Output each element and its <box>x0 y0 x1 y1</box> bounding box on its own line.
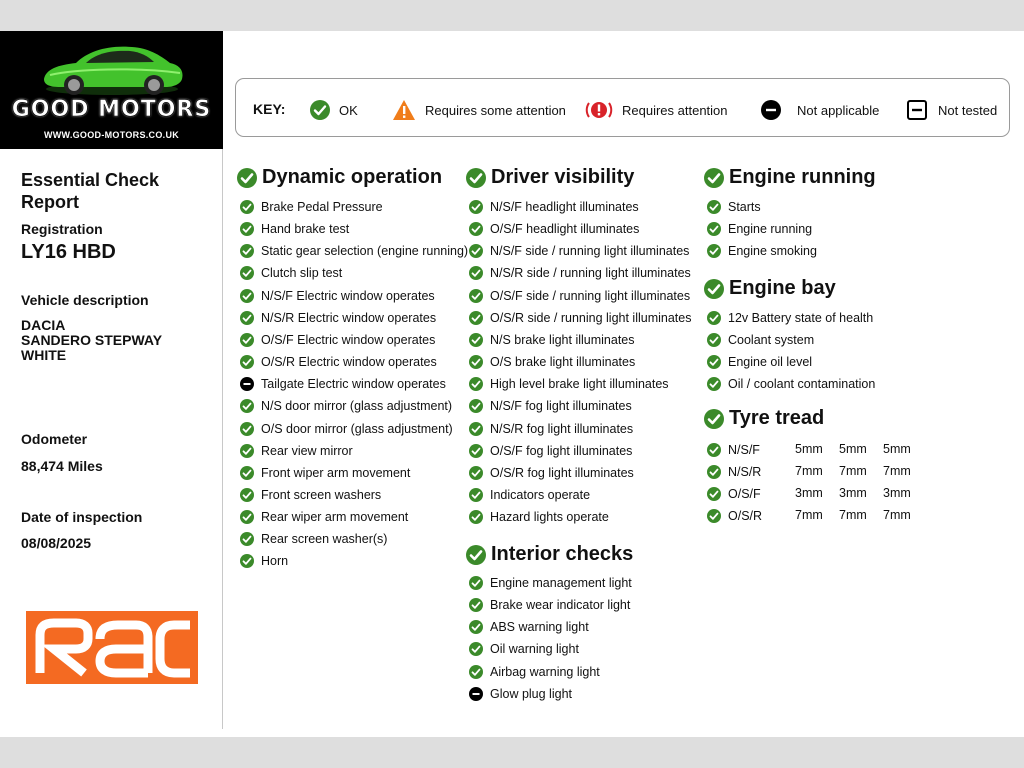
check-item <box>469 376 669 392</box>
check-icon <box>469 444 483 458</box>
check-item <box>469 664 600 680</box>
tyre-tread-section-title <box>704 407 824 430</box>
check-icon <box>469 510 483 524</box>
check-item <box>469 288 690 304</box>
check-icon <box>707 311 721 325</box>
check-item-label: N/S/F side / running light illuminates <box>490 244 690 259</box>
key-item-alert <box>585 93 728 127</box>
check-item <box>469 310 691 326</box>
tyre-tread-depth: 7mm <box>839 464 867 479</box>
check-item <box>707 221 812 237</box>
check-item-label: Indicators operate <box>490 487 591 502</box>
engine-bay-section-title <box>704 277 836 300</box>
odometer-value: 88,474 Miles <box>21 458 103 474</box>
check-icon <box>240 355 254 369</box>
tyre-position: N/S/F <box>728 443 760 457</box>
check-item <box>469 509 609 525</box>
check-item <box>469 575 632 591</box>
check-item <box>707 310 873 326</box>
tyre-position: O/S/R <box>728 509 763 524</box>
tyre-tread-depth: 7mm <box>839 508 867 523</box>
check-icon <box>704 279 724 299</box>
check-item <box>469 332 635 348</box>
check-item-label: Oil / coolant contamination <box>728 377 876 392</box>
check-icon <box>469 355 483 369</box>
check-item-label: Coolant system <box>728 333 815 348</box>
check-item <box>469 597 630 613</box>
inspection-date-value: 08/08/2025 <box>21 535 92 551</box>
check-icon <box>707 355 721 369</box>
check-item <box>469 443 632 459</box>
check-icon <box>240 510 254 524</box>
check-item <box>707 243 817 259</box>
check-item <box>469 619 589 635</box>
check-item-label: Clutch slip test <box>261 266 343 281</box>
engine-running-section-title <box>704 166 876 189</box>
check-item-label: N/S/F fog light illuminates <box>490 399 632 414</box>
key-item-not-tested <box>907 93 997 127</box>
tyre-tread-depth: 3mm <box>883 486 911 501</box>
check-icon <box>469 422 483 436</box>
check-item-label: N/S/R Electric window operates <box>261 310 437 325</box>
tyre-tread-depth: 7mm <box>795 508 823 523</box>
vehicle-summary-panel <box>0 31 223 729</box>
check-icon <box>704 409 724 429</box>
check-item-label: Rear wiper arm movement <box>261 510 409 525</box>
vehicle-model: SANDERO STEPWAY <box>21 332 163 348</box>
check-icon <box>240 399 254 413</box>
tyre-position: O/S/F <box>728 487 761 502</box>
odometer-label: Odometer <box>21 431 88 447</box>
check-item-label: N/S/R side / running light illuminates <box>490 266 691 281</box>
inspection-date-label: Date of inspection <box>21 509 143 525</box>
check-item <box>469 421 633 437</box>
check-item-label: O/S brake light illuminates <box>490 355 636 370</box>
check-icon <box>469 576 483 590</box>
check-item <box>707 332 814 348</box>
check-icon <box>469 333 483 347</box>
check-item-label: O/S/F side / running light illuminates <box>490 288 691 303</box>
dynamic-operation-section-title <box>237 166 442 189</box>
key-item-warning <box>392 93 566 127</box>
dynamic-operation-title-text: Dynamic operation <box>262 166 443 188</box>
check-icon <box>469 665 483 679</box>
check-icon <box>240 422 254 436</box>
check-item-label: Engine management light <box>490 576 632 590</box>
check-item-label: O/S/F fog light illuminates <box>490 443 633 458</box>
check-item <box>469 221 639 237</box>
key-label: KEY: <box>253 101 286 117</box>
tyre-row <box>707 442 917 458</box>
check-item-label: Horn <box>261 554 289 569</box>
check-icon <box>240 466 254 480</box>
check-item <box>469 465 634 481</box>
not-applicable-icon <box>240 377 254 391</box>
not-applicable-icon <box>761 100 781 120</box>
check-icon <box>240 266 254 280</box>
status-key <box>235 78 1010 137</box>
check-item <box>469 641 579 657</box>
check-item-label: Engine oil level <box>728 355 813 370</box>
check-item <box>469 199 639 215</box>
check-icon <box>240 333 254 347</box>
tyre-position: N/S/R <box>728 465 762 480</box>
check-item <box>240 443 353 459</box>
check-item <box>240 509 408 525</box>
key-alert-label: Requires attention <box>622 102 728 118</box>
key-not-applicable-label: Not applicable <box>797 102 880 118</box>
check-item <box>240 421 453 437</box>
check-icon <box>466 545 486 565</box>
engine-bay-title-text: Engine bay <box>729 277 836 299</box>
check-item-label: O/S/R Electric window operates <box>261 355 437 370</box>
key-item-ok <box>310 93 358 127</box>
interior-checks-section-title <box>466 543 633 566</box>
check-icon <box>469 200 483 214</box>
check-item-label: Brake Pedal Pressure <box>261 200 383 214</box>
check-item <box>240 265 342 281</box>
tyre-tread-depth: 5mm <box>795 442 823 456</box>
key-warning-label: Requires some attention <box>425 102 566 118</box>
report-title: Essential Check Report <box>21 170 160 212</box>
tyre-tread-depth: 7mm <box>883 464 911 479</box>
driver-visibility-section-title <box>466 166 634 189</box>
engine-running-title-text: Engine running <box>729 166 876 188</box>
check-icon <box>469 289 483 303</box>
check-item <box>469 265 691 281</box>
check-item-label: N/S brake light illuminates <box>490 332 635 347</box>
check-icon <box>704 168 724 188</box>
tyre-row <box>707 486 917 502</box>
check-icon <box>707 443 721 457</box>
check-icon <box>240 200 254 214</box>
check-item <box>240 531 387 547</box>
check-item <box>469 354 635 370</box>
check-icon <box>469 311 483 325</box>
check-item-label: Engine running <box>728 222 813 237</box>
check-item-label: N/S/R fog light illuminates <box>490 421 634 436</box>
check-icon <box>469 377 483 391</box>
check-item-label: N/S/F Electric window operates <box>261 288 435 303</box>
registration-value: LY16 HBD <box>21 241 116 263</box>
vehicle-make: DACIA <box>21 317 66 333</box>
dealer-logo <box>0 31 223 149</box>
check-item <box>240 199 383 215</box>
check-icon <box>707 465 721 479</box>
check-icon <box>237 168 257 188</box>
check-item-label: Rear screen washer(s) <box>261 532 388 547</box>
check-item-label: Tailgate Electric window operates <box>261 377 446 392</box>
check-item <box>240 354 437 370</box>
tyre-tread-title-text: Tyre tread <box>729 407 825 429</box>
check-item <box>707 376 875 392</box>
check-item-label: Hazard lights operate <box>490 510 609 525</box>
check-icon <box>469 488 483 502</box>
check-icon <box>240 554 254 568</box>
check-item <box>469 398 632 414</box>
check-item <box>240 553 288 569</box>
check-icon <box>469 244 483 258</box>
check-item-label: Airbag warning light <box>490 664 600 679</box>
check-item-label: Engine smoking <box>728 244 817 259</box>
check-icon <box>707 509 721 523</box>
tyre-tread-depth: 5mm <box>839 442 867 456</box>
check-item <box>240 288 435 304</box>
not-tested-icon <box>907 100 927 120</box>
check-item <box>240 398 452 414</box>
check-icon <box>466 168 486 188</box>
check-icon <box>707 487 721 501</box>
check-item <box>469 243 689 259</box>
check-item-label: N/S door mirror (glass adjustment) <box>261 399 453 414</box>
tyre-tread-depth: 7mm <box>795 464 823 479</box>
check-item-label: O/S door mirror (glass adjustment) <box>261 421 453 436</box>
check-icon <box>469 620 483 634</box>
check-item-label: O/S/R side / running light illuminates <box>490 310 692 325</box>
check-item-label: Rear view mirror <box>261 443 353 458</box>
check-item <box>240 221 349 237</box>
check-item-label: O/S/R fog light illuminates <box>490 465 634 480</box>
check-item <box>469 686 572 702</box>
vehicle-colour: WHITE <box>21 347 67 363</box>
check-icon <box>469 222 483 236</box>
check-item-label: High level brake light illuminates <box>490 377 669 392</box>
warning-icon <box>392 99 416 121</box>
check-item-label: Static gear selection (engine running) <box>261 244 469 259</box>
check-item-label: O/S/F headlight illuminates <box>490 222 640 237</box>
interior-checks-title-text: Interior checks <box>491 543 634 565</box>
check-icon <box>240 488 254 502</box>
check-icon <box>240 244 254 258</box>
check-item <box>469 487 590 503</box>
check-icon <box>707 377 721 391</box>
check-item-label: Oil warning light <box>490 642 579 657</box>
check-icon <box>240 222 254 236</box>
tyre-tread-depth: 3mm <box>795 486 823 501</box>
check-icon <box>240 532 254 546</box>
tyre-tread-depth: 7mm <box>883 508 911 523</box>
check-item <box>240 310 436 326</box>
check-item-label: Brake wear indicator light <box>490 598 631 613</box>
check-icon <box>707 333 721 347</box>
key-ok-label: OK <box>339 102 358 118</box>
vehicle-description-label: Vehicle description <box>21 292 149 308</box>
check-icon <box>240 289 254 303</box>
check-item <box>240 465 410 481</box>
check-item <box>707 199 761 215</box>
check-icon <box>469 598 483 612</box>
check-item <box>240 332 435 348</box>
rac-logo <box>26 611 198 684</box>
dealer-name: GOOD MOTORS <box>11 97 212 122</box>
report-sheet <box>0 31 1024 737</box>
driver-visibility-title-text: Driver visibility <box>491 166 635 188</box>
tyre-tread-depth: 3mm <box>839 486 867 501</box>
check-icon <box>707 222 721 236</box>
key-not-tested-label: Not tested <box>938 102 998 118</box>
tyre-row <box>707 508 917 524</box>
check-icon <box>469 466 483 480</box>
check-item-label: Hand brake test <box>261 222 350 237</box>
check-item <box>240 487 381 503</box>
check-icon <box>310 100 330 120</box>
check-icon <box>707 200 721 214</box>
check-item-label: Glow plug light <box>490 686 572 701</box>
check-item-label: O/S/F Electric window operates <box>261 332 436 347</box>
check-item <box>240 243 468 259</box>
check-icon <box>469 642 483 656</box>
car-icon <box>36 35 186 99</box>
check-icon <box>469 399 483 413</box>
not-applicable-icon <box>469 687 483 701</box>
dealer-website[interactable]: WWW.GOOD-MOTORS.CO.UK <box>43 130 180 140</box>
tyre-row <box>707 464 917 480</box>
check-item-label: 12v Battery state of health <box>728 311 874 325</box>
check-icon <box>469 266 483 280</box>
alert-icon <box>585 99 613 121</box>
registration-label: Registration <box>21 221 103 237</box>
check-icon <box>240 444 254 458</box>
check-icon <box>707 244 721 258</box>
check-item-label: Starts <box>728 200 761 214</box>
check-item-label: Front wiper arm movement <box>261 465 411 480</box>
check-item-label: N/S/F headlight illuminates <box>490 200 639 214</box>
key-item-not-applicable <box>761 93 879 127</box>
check-item <box>707 354 812 370</box>
check-item-label: ABS warning light <box>490 620 589 635</box>
check-item <box>240 376 446 392</box>
check-icon <box>240 311 254 325</box>
tyre-tread-depth: 5mm <box>883 442 911 456</box>
check-item-label: Front screen washers <box>261 487 382 502</box>
